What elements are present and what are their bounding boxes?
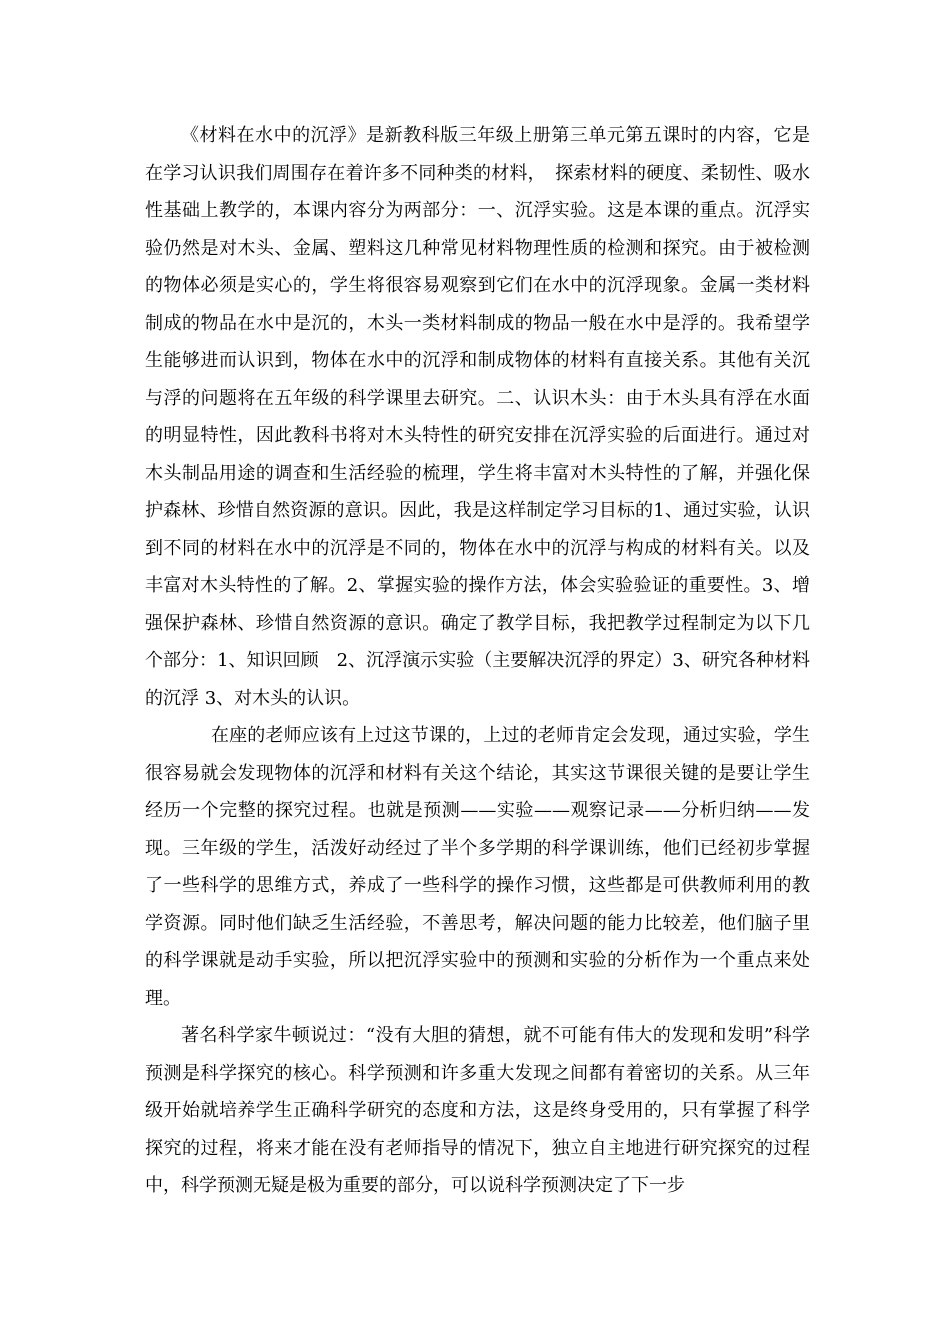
paragraph-lesson-overview: 《材料在水中的沉浮》是新教科版三年级上册第三单元第五课时的内容，它是在学习认识我们周围存在着许多不同种类的材料， 探索材料的硬度、柔韧性、吸水性基础上教学的，本课内容分为两部分：一、沉浮实验。这是本课的重点。沉浮实验仍然是对木头、金属、塑料这几种常见材料物理性质的检测和探究。由于被检测的物体必须是实心的，学生将很容易观察到它们在水中的沉浮现象。金属一类材料制成的物品在水中是沉的，木头一类材料制成的物品一般在水中是浮的。我希望学生能够进而认识到，物体在水中的沉浮和制成物体的材料有直接关系。其他有关沉与浮的问题将在五年级的科学课里去研究。二、认识木头：由于木头具有浮在水面的明显特性，因此教科书将对木头特性的研究安排在沉浮实验的后面进行。通过对木头制品用途的调查和生活经验的梳理，学生将丰富对木头特性的了解，并强化保护森林、珍惜自然资源的意识。因此，我是这样制定学习目标的1、通过实验，认识到不同的材料在水中的沉浮是不同的，物体在水中的沉浮与构成的材料有关。以及丰富对木头特性的了解。2、掌握实验的操作方法，体会实验验证的重要性。3、增强保护森林、珍惜自然资源的意识。确定了教学目标，我把教学过程制定为以下几个部分：1、知识回顾 2、沉浮演示实验（主要解决沉浮的界定）3、研究各种材料的沉浮 3、对木头的认识。 [145,125,810,709]
document-body [145,117,810,1205]
paragraph-teaching-focus: 在座的老师应该有上过这节课的，上过的老师肯定会发现，通过实验，学生很容易就会发现物体的沉浮和材料有关这个结论，其实这节课很关键的是要让学生经历一个完整的探究过程。也就是预测——实验——观察记录——分析归纳——发现。三年级的学生，活泼好动经过了半个多学期的科学课训练，他们已经初步掌握了一些科学的思维方式，养成了一些科学的操作习惯，这些都是可供教师利用的教学资源。同时他们缺乏生活经验，不善思考，解决问题的能力比较差，他们脑子里的科学课就是动手实验，所以把沉浮实验中的预测和实验的分析作为一个重点来处理。 [145,725,810,1009]
paragraph-scientific-prediction: 著名科学家牛顿说过：“没有大胆的猜想，就不可能有伟大的发现和发明”科学预测是科学探究的核心。科学预测和许多重大发现之间都有着密切的关系。从三年级开始就培养学生正确科学研究的态度和方法，这是终身受用的，只有掌握了科学探究的过程，将来才能在没有老师指导的情况下，独立自主地进行研究探究的过程中，科学预测无疑是极为重要的部分，可以说科学预测决定了下一步 [145,1025,810,1196]
